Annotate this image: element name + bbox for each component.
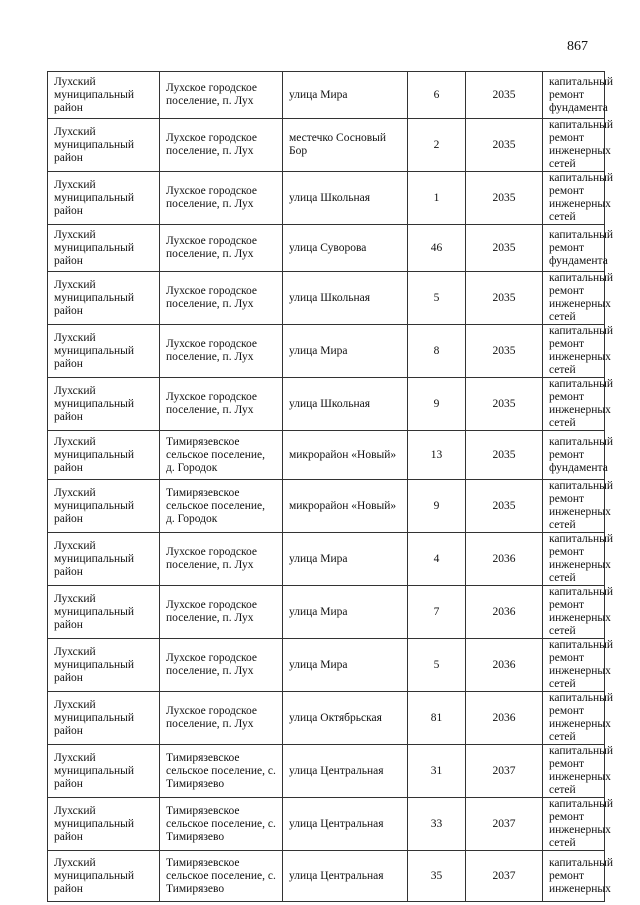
table-row [48, 480, 605, 533]
cell-year: 2035 [466, 225, 543, 272]
table-row [48, 378, 605, 431]
cell-work-type: капитальный ремонт инженерных сетей [543, 798, 605, 851]
cell-year: 2035 [466, 72, 543, 119]
cell-year: 2037 [466, 851, 543, 902]
cell-settlement: Лухское городское поселение, п. Лух [160, 225, 283, 272]
cell-house-number: 35 [408, 851, 466, 902]
cell-year: 2035 [466, 119, 543, 172]
table-row [48, 172, 605, 225]
table-row [48, 586, 605, 639]
cell-settlement: Лухское городское поселение, п. Лух [160, 325, 283, 378]
table-row [48, 639, 605, 692]
cell-district: Лухский муниципальный район [48, 225, 160, 272]
cell-district: Лухский муниципальный район [48, 72, 160, 119]
cell-year: 2035 [466, 431, 543, 480]
cell-settlement: Лухское городское поселение, п. Лух [160, 533, 283, 586]
cell-work-type: капитальный ремонт инженерных сетей [543, 692, 605, 745]
cell-street: местечко Сосновый Бор [283, 119, 408, 172]
table-row [48, 272, 605, 325]
cell-district: Лухский муниципальный район [48, 325, 160, 378]
cell-house-number: 1 [408, 172, 466, 225]
table-row [48, 431, 605, 480]
cell-work-type: капитальный ремонт инженерных сетей [543, 172, 605, 225]
cell-settlement: Лухское городское поселение, п. Лух [160, 378, 283, 431]
cell-settlement: Лухское городское поселение, п. Лух [160, 72, 283, 119]
cell-street: улица Мира [283, 639, 408, 692]
table-row [48, 851, 605, 902]
cell-year: 2037 [466, 745, 543, 798]
cell-settlement: Тимирязевское сельское поселение, д. Городок [160, 431, 283, 480]
cell-work-type: капитальный ремонт инженерных сетей [543, 325, 605, 378]
cell-year: 2037 [466, 798, 543, 851]
cell-year: 2036 [466, 533, 543, 586]
table-row [48, 72, 605, 119]
cell-work-type: капитальный ремонт фундамента [543, 431, 605, 480]
cell-house-number: 8 [408, 325, 466, 378]
cell-house-number: 31 [408, 745, 466, 798]
cell-street: улица Центральная [283, 851, 408, 902]
table-row [48, 325, 605, 378]
cell-year: 2035 [466, 272, 543, 325]
cell-district: Лухский муниципальный район [48, 172, 160, 225]
cell-settlement: Лухское городское поселение, п. Лух [160, 639, 283, 692]
cell-year: 2035 [466, 172, 543, 225]
cell-settlement: Лухское городское поселение, п. Лух [160, 692, 283, 745]
cell-street: улица Школьная [283, 172, 408, 225]
cell-work-type: капитальный ремонт инженерных сетей [543, 745, 605, 798]
cell-work-type: капитальный ремонт фундамента [543, 72, 605, 119]
cell-district: Лухский муниципальный район [48, 272, 160, 325]
cell-work-type: капитальный ремонт инженерных сетей [543, 378, 605, 431]
cell-work-type: капитальный ремонт инженерных сетей [543, 586, 605, 639]
table-row [48, 692, 605, 745]
cell-district: Лухский муниципальный район [48, 745, 160, 798]
cell-year: 2036 [466, 586, 543, 639]
cell-settlement: Лухское городское поселение, п. Лух [160, 586, 283, 639]
cell-settlement: Тимирязевское сельское поселение, с. Тимирязево [160, 851, 283, 902]
cell-district: Лухский муниципальный район [48, 119, 160, 172]
cell-house-number: 81 [408, 692, 466, 745]
cell-district: Лухский муниципальный район [48, 692, 160, 745]
cell-street: улица Мира [283, 325, 408, 378]
cell-district: Лухский муниципальный район [48, 533, 160, 586]
cell-house-number: 5 [408, 639, 466, 692]
cell-district: Лухский муниципальный район [48, 851, 160, 902]
cell-street: улица Центральная [283, 798, 408, 851]
cell-year: 2036 [466, 639, 543, 692]
cell-street: улица Мира [283, 586, 408, 639]
cell-house-number: 13 [408, 431, 466, 480]
cell-street: улица Центральная [283, 745, 408, 798]
cell-district: Лухский муниципальный район [48, 378, 160, 431]
cell-street: улица Мира [283, 72, 408, 119]
cell-house-number: 6 [408, 72, 466, 119]
cell-settlement: Тимирязевское сельское поселение, с. Тимирязево [160, 745, 283, 798]
cell-year: 2035 [466, 325, 543, 378]
table-row [48, 798, 605, 851]
cell-work-type: капитальный ремонт инженерных сетей [543, 272, 605, 325]
cell-work-type: капитальный ремонт инженерных сетей [543, 119, 605, 172]
cell-settlement: Лухское городское поселение, п. Лух [160, 172, 283, 225]
page-number: 867 [567, 39, 588, 54]
cell-year: 2035 [466, 378, 543, 431]
cell-work-type: капитальный ремонт инженерных сетей [543, 480, 605, 533]
cell-house-number: 7 [408, 586, 466, 639]
cell-house-number: 5 [408, 272, 466, 325]
table-row [48, 533, 605, 586]
cell-street: улица Октябрьская [283, 692, 408, 745]
cell-settlement: Лухское городское поселение, п. Лух [160, 119, 283, 172]
cell-year: 2036 [466, 692, 543, 745]
cell-district: Лухский муниципальный район [48, 639, 160, 692]
cell-street: улица Школьная [283, 378, 408, 431]
cell-work-type: капитальный ремонт фундамента [543, 225, 605, 272]
repair-schedule-table [47, 71, 614, 902]
cell-settlement: Тимирязевское сельское поселение, д. Городок [160, 480, 283, 533]
cell-work-type: капитальный ремонт инженерных [543, 851, 605, 902]
cell-street: улица Школьная [283, 272, 408, 325]
cell-house-number: 9 [408, 378, 466, 431]
table-row [48, 745, 605, 798]
cell-street: улица Мира [283, 533, 408, 586]
cell-house-number: 46 [408, 225, 466, 272]
cell-district: Лухский муниципальный район [48, 798, 160, 851]
cell-house-number: 33 [408, 798, 466, 851]
cell-work-type: капитальный ремонт инженерных сетей [543, 639, 605, 692]
cell-district: Лухский муниципальный район [48, 431, 160, 480]
cell-work-type: капитальный ремонт инженерных сетей [543, 533, 605, 586]
cell-house-number: 9 [408, 480, 466, 533]
table-row [48, 225, 605, 272]
cell-house-number: 2 [408, 119, 466, 172]
cell-settlement: Тимирязевское сельское поселение, с. Тимирязево [160, 798, 283, 851]
cell-district: Лухский муниципальный район [48, 586, 160, 639]
cell-house-number: 4 [408, 533, 466, 586]
cell-district: Лухский муниципальный район [48, 480, 160, 533]
cell-street: микрорайон «Новый» [283, 480, 408, 533]
cell-settlement: Лухское городское поселение, п. Лух [160, 272, 283, 325]
cell-street: микрорайон «Новый» [283, 431, 408, 480]
table-row [48, 119, 605, 172]
cell-street: улица Суворова [283, 225, 408, 272]
cell-year: 2035 [466, 480, 543, 533]
